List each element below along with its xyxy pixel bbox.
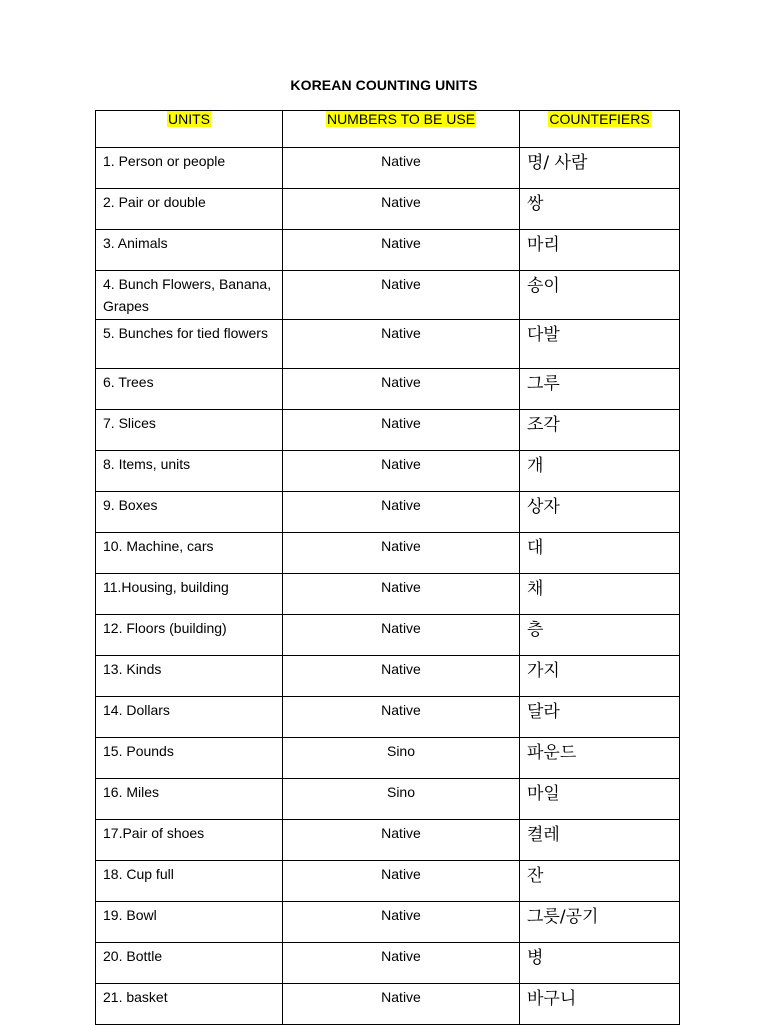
counter-cell: 마리 xyxy=(520,230,680,271)
numbers-cell: Sino xyxy=(283,738,520,779)
counter-cell: 파운드 xyxy=(520,738,680,779)
unit-cell: 3. Animals xyxy=(96,230,283,271)
unit-cell: 18. Cup full xyxy=(96,861,283,902)
numbers-cell: Native xyxy=(283,271,520,320)
unit-cell: 13. Kinds xyxy=(96,656,283,697)
numbers-cell: Native xyxy=(283,861,520,902)
table-row xyxy=(96,271,680,320)
unit-cell: 8. Items, units xyxy=(96,451,283,492)
unit-cell: 6. Trees xyxy=(96,369,283,410)
numbers-cell: Native xyxy=(283,451,520,492)
numbers-cell: Native xyxy=(283,615,520,656)
numbers-cell: Native xyxy=(283,230,520,271)
numbers-cell: Native xyxy=(283,820,520,861)
header-counters xyxy=(520,111,680,148)
numbers-cell: Native xyxy=(283,984,520,1025)
table-row xyxy=(96,656,680,697)
numbers-cell: Native xyxy=(283,943,520,984)
table-row xyxy=(96,533,680,574)
counter-cell: 켤레 xyxy=(520,820,680,861)
numbers-cell: Native xyxy=(283,574,520,615)
table-row xyxy=(96,320,680,369)
table-row xyxy=(96,369,680,410)
unit-cell: 12. Floors (building) xyxy=(96,615,283,656)
counter-cell: 바구니 xyxy=(520,984,680,1025)
unit-cell: 9. Boxes xyxy=(96,492,283,533)
numbers-cell: Native xyxy=(283,533,520,574)
numbers-cell: Native xyxy=(283,902,520,943)
numbers-cell: Native xyxy=(283,410,520,451)
unit-cell: 19. Bowl xyxy=(96,902,283,943)
unit-cell: 14. Dollars xyxy=(96,697,283,738)
unit-cell: 4. Bunch Flowers, Banana, Grapes xyxy=(96,271,283,320)
counter-cell: 조각 xyxy=(520,410,680,451)
counter-cell: 층 xyxy=(520,615,680,656)
counter-cell: 명/ 사람 xyxy=(520,148,680,189)
table-row xyxy=(96,984,680,1025)
counter-cell: 대 xyxy=(520,533,680,574)
counter-cell: 송이 xyxy=(520,271,680,320)
header-units xyxy=(96,111,283,148)
numbers-cell: Native xyxy=(283,189,520,230)
counter-cell: 다발 xyxy=(520,320,680,369)
table-row xyxy=(96,779,680,820)
counter-cell: 달라 xyxy=(520,697,680,738)
unit-cell: 5. Bunches for tied flowers xyxy=(96,320,283,369)
table-row xyxy=(96,943,680,984)
counter-cell: 쌍 xyxy=(520,189,680,230)
table-row xyxy=(96,861,680,902)
header-units-label: UNITS xyxy=(168,111,210,127)
counter-cell: 가지 xyxy=(520,656,680,697)
table-row xyxy=(96,189,680,230)
header-numbers xyxy=(283,111,520,148)
unit-cell: 20. Bottle xyxy=(96,943,283,984)
table-row xyxy=(96,615,680,656)
counting-units-table xyxy=(95,110,680,1025)
unit-cell: 1. Person or people xyxy=(96,148,283,189)
table-row xyxy=(96,697,680,738)
counter-cell: 병 xyxy=(520,943,680,984)
table-row xyxy=(96,148,680,189)
counter-cell: 채 xyxy=(520,574,680,615)
unit-cell: 15. Pounds xyxy=(96,738,283,779)
table-row xyxy=(96,410,680,451)
header-counters-label: COUNTEFIERS xyxy=(549,111,650,127)
numbers-cell: Native xyxy=(283,320,520,369)
unit-cell: 10. Machine, cars xyxy=(96,533,283,574)
unit-cell: 16. Miles xyxy=(96,779,283,820)
unit-cell: 11.Housing, building xyxy=(96,574,283,615)
document-title: KOREAN COUNTING UNITS xyxy=(290,77,478,93)
table-header-row xyxy=(96,111,680,148)
table-row xyxy=(96,451,680,492)
unit-cell: 7. Slices xyxy=(96,410,283,451)
counter-cell: 상자 xyxy=(520,492,680,533)
table-row xyxy=(96,574,680,615)
table-row xyxy=(96,230,680,271)
counter-cell: 개 xyxy=(520,451,680,492)
table-row xyxy=(96,820,680,861)
unit-cell: 21. basket xyxy=(96,984,283,1025)
counter-cell: 그릇/공기 xyxy=(520,902,680,943)
unit-cell: 17.Pair of shoes xyxy=(96,820,283,861)
numbers-cell: Native xyxy=(283,369,520,410)
header-numbers-label: NUMBERS TO BE USE xyxy=(326,111,476,127)
table-row xyxy=(96,492,680,533)
numbers-cell: Native xyxy=(283,697,520,738)
table-row xyxy=(96,902,680,943)
numbers-cell: Native xyxy=(283,148,520,189)
table-row xyxy=(96,738,680,779)
numbers-cell: Native xyxy=(283,492,520,533)
unit-cell: 2. Pair or double xyxy=(96,189,283,230)
numbers-cell: Native xyxy=(283,656,520,697)
counter-cell: 잔 xyxy=(520,861,680,902)
counter-cell: 마일 xyxy=(520,779,680,820)
counter-cell: 그루 xyxy=(520,369,680,410)
numbers-cell: Sino xyxy=(283,779,520,820)
